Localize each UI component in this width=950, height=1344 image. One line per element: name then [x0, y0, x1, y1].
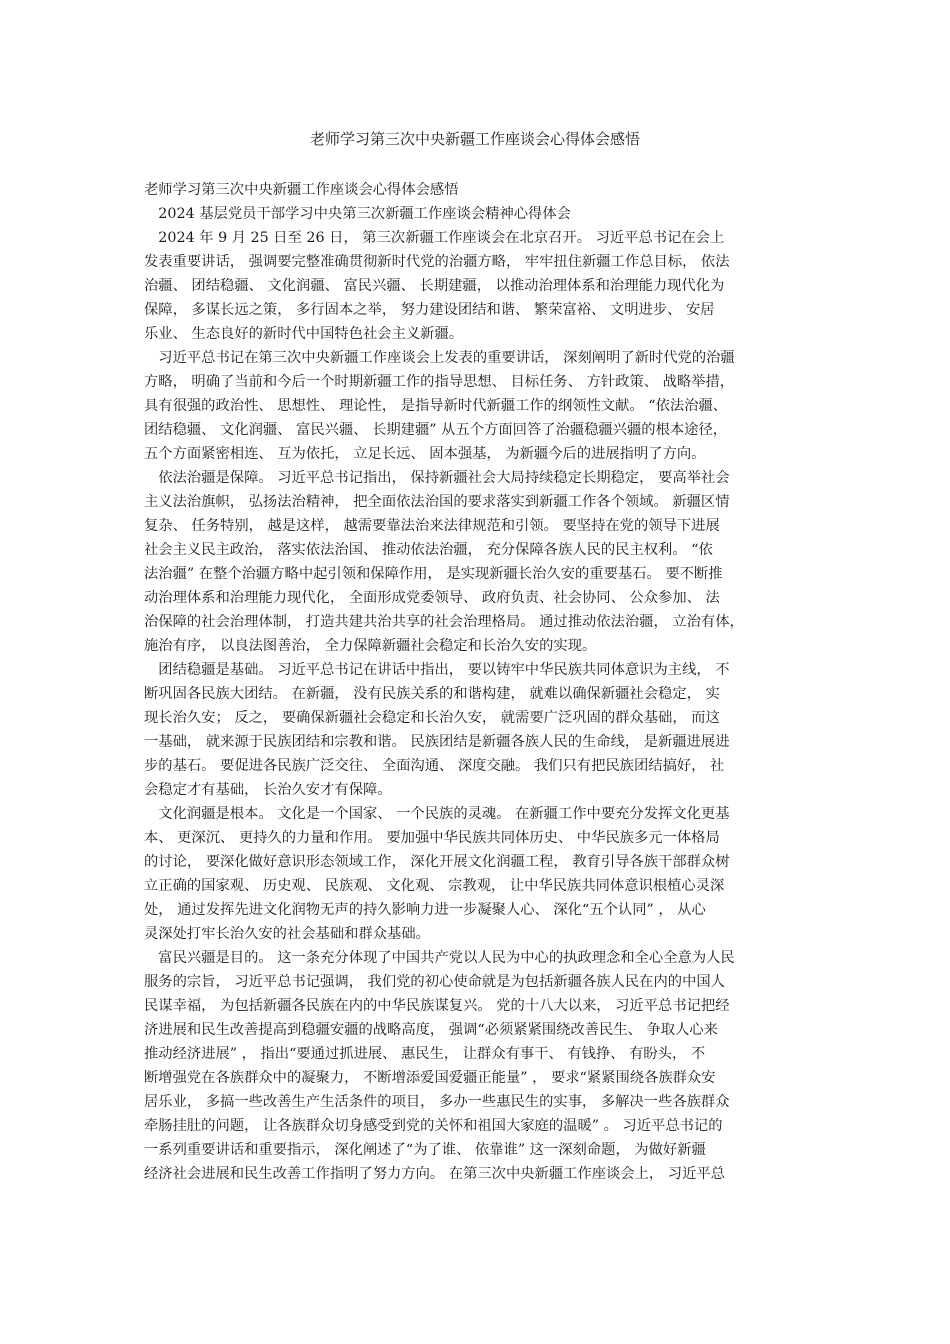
body-text-line: 一基础， 就来源于民族团结和宗教和谐。 民族团结是新疆各族人民的生命线， 是新疆进展进	[144, 734, 730, 750]
body-text-line: 断增强党在各族群众中的凝聚力， 不断增添爱国爱疆正能量” ， 要求“紧紧围绕各族群众安	[144, 1070, 716, 1086]
body-text-line: 服务的宗旨， 习近平总书记强调， 我们党的初心使命就是为包括新疆各族人民在内的中国人	[144, 974, 725, 990]
body-text-line: 民谋幸福， 为包括新疆各民族在内的中华民族谋复兴。 党的十八大以来， 习近平总书记把经	[144, 998, 730, 1014]
body-text-line: 团结稳疆、 文化润疆、 富民兴疆、 长期建疆” 从五个方面回答了治疆稳疆兴疆的根本途径，	[144, 422, 728, 438]
body-text-line: 法治疆” 在整个治疆方略中起引领和保障作用， 是实现新疆长治久安的重要基石。 要不断推	[144, 566, 723, 582]
body-text-line: 灵深处打牢长治久安的社会基础和群众基础。	[144, 926, 430, 942]
body-text-line: 社会主义民主政治， 落实依法治国、 推动依法治疆， 充分保障各族人民的民主权利。 “依	[144, 542, 713, 558]
body-text-line: 步的基石。 要促进各民族广泛交往、 全面沟通、 深度交融。 我们只有把民族团结搞好， 社	[144, 758, 725, 774]
body-text-line: 会稳定才有基础， 长治久安才有保障。	[144, 782, 392, 798]
body-text-line: 发表重要讲话， 强调要完整准确贯彻新时代党的治疆方略， 牢牢扭住新疆工作总目标， 依法	[144, 254, 730, 270]
body-text-line: 复杂、 任务特别， 越是这样， 越需要靠法治来法律规范和引领。 要坚持在党的领导下进展	[144, 518, 720, 534]
body-text-line: 济进展和民生改善提高到稳疆安疆的战略高度， 强调“必须紧紧围绕改善民生、 争取人心来	[144, 1022, 718, 1038]
body-text-line: 立正确的国家观、 历史观、 民族观、 文化观、 宗教观， 让中华民族共同体意识根植心灵深	[144, 878, 725, 894]
body-text-line: 处， 通过发挥先进文化润物无声的持久影响力进一步凝聚人心、 深化“五个认同” ， 从心	[144, 902, 706, 918]
body-text-line: 牵肠挂肚的问题， 让各族群众切身感受到党的关怀和祖国大家庭的温暖” 。 习近平总书记的	[144, 1118, 723, 1134]
body-text-line: 富民兴疆是目的。 这一条充分体现了中国共产党以人民为中心的执政理念和全心全意为人民	[144, 950, 735, 966]
body-text-line: 主义法治旗帜， 弘扬法治精神， 把全面依法治国的要求落实到新疆工作各个领域。 新疆区情	[144, 494, 730, 510]
body-text-line: 治疆、 团结稳疆、 文化润疆、 富民兴疆、 长期建疆， 以推动治理体系和治理能力现代化为	[144, 278, 725, 294]
body-text-line: 居乐业， 多搞一些改善生产生活条件的项目， 多办一些惠民生的实事， 多解决一些各族群众	[144, 1094, 730, 1110]
body-text-line: 文化润疆是根本。 文化是一个国家、 一个民族的灵魂。 在新疆工作中要充分发挥文化更基	[144, 806, 730, 822]
body-text-line: 五个方面紧密相连、 互为依托， 立足长远、 固本强基， 为新疆今后的进展指明了方向。	[144, 446, 706, 462]
body-text-line: 经济社会进展和民生改善工作指明了努力方向。 在第三次中央新疆工作座谈会上， 习近平总	[144, 1166, 725, 1182]
body-text-line: 团结稳疆是基础。 习近平总书记在讲话中指出， 要以铸牢中华民族共同体意识为主线， 不	[144, 662, 730, 678]
body-text-line: 治保障的社会治理体制， 打造共建共治共享的社会治理格局。 通过推动依法治疆， 立治有体，	[144, 614, 744, 630]
document-title: 老师学习第三次中央新疆工作座谈会心得体会感悟	[309, 130, 640, 148]
body-text-line: 断巩固各民族大团结。 在新疆， 没有民族关系的和谐构建， 就难以确保新疆社会稳定， 实	[144, 686, 720, 702]
document-body	[144, 178, 808, 1186]
body-text-line: 乐业、 生态良好的新时代中国特色社会主义新疆。	[144, 326, 464, 342]
body-text-line: 具有很强的政治性、 思想性、 理论性， 是指导新时代新疆工作的纲领性文献。 “依法治疆、	[144, 398, 728, 414]
body-text-line: 的讨论， 要深化做好意识形态领域工作， 深化开展文化润疆工程， 教育引导各族干部群众树	[144, 854, 730, 870]
body-text-line: 方略， 明确了当前和今后一个时期新疆工作的指导思想、 目标任务、 方针政策、 战略举措，	[144, 374, 735, 390]
body-text-line: 一系列重要讲话和重要指示， 深化阐述了“为了谁、 依靠谁” 这一深刻命题， 为做好新疆	[144, 1142, 706, 1158]
body-text-line: 动治理体系和治理能力现代化， 全面形成党委领导、 政府负责、社会协同、 公众参加、 法	[144, 590, 720, 606]
body-text-line: 习近平总书记在第三次中央新疆工作座谈会上发表的重要讲话， 深刻阐明了新时代党的治疆	[144, 350, 735, 366]
body-text-line: 2024 基层党员干部学习中央第三次新疆工作座谈会精神心得体会	[144, 206, 571, 222]
body-text-line: 现长治久安； 反之， 要确保新疆社会稳定和长治久安， 就需要广泛巩固的群众基础， 而这	[144, 710, 720, 726]
body-text-line: 本、 更深沉、 更持久的力量和作用。 要加强中华民族共同体历史、 中华民族多元一体格局	[144, 830, 720, 846]
body-text-line: 依法治疆是保障。 习近平总书记指出， 保持新疆社会大局持续稳定长期稳定， 要高举社会	[144, 470, 730, 486]
body-text-line: 老师学习第三次中央新疆工作座谈会心得体会感悟	[144, 182, 459, 198]
body-text-line: 保障， 多谋长远之策， 多行固本之举， 努力建设团结和谐、 繁荣富裕、 文明进步、 安居	[144, 302, 715, 318]
body-text-line: 推动经济进展” ， 指出“要通过抓进展、 惠民生， 让群众有事干、 有钱挣、 有盼头， 不	[144, 1046, 706, 1062]
body-text-line: 施治有序， 以良法图善治， 全力保障新疆社会稳定和长治久安的实现。	[144, 638, 597, 654]
body-text-line: 2024 年 9 月 25 日至 26 日， 第三次新疆工作座谈会在北京召开。 习近平总书记在会上	[144, 230, 725, 246]
